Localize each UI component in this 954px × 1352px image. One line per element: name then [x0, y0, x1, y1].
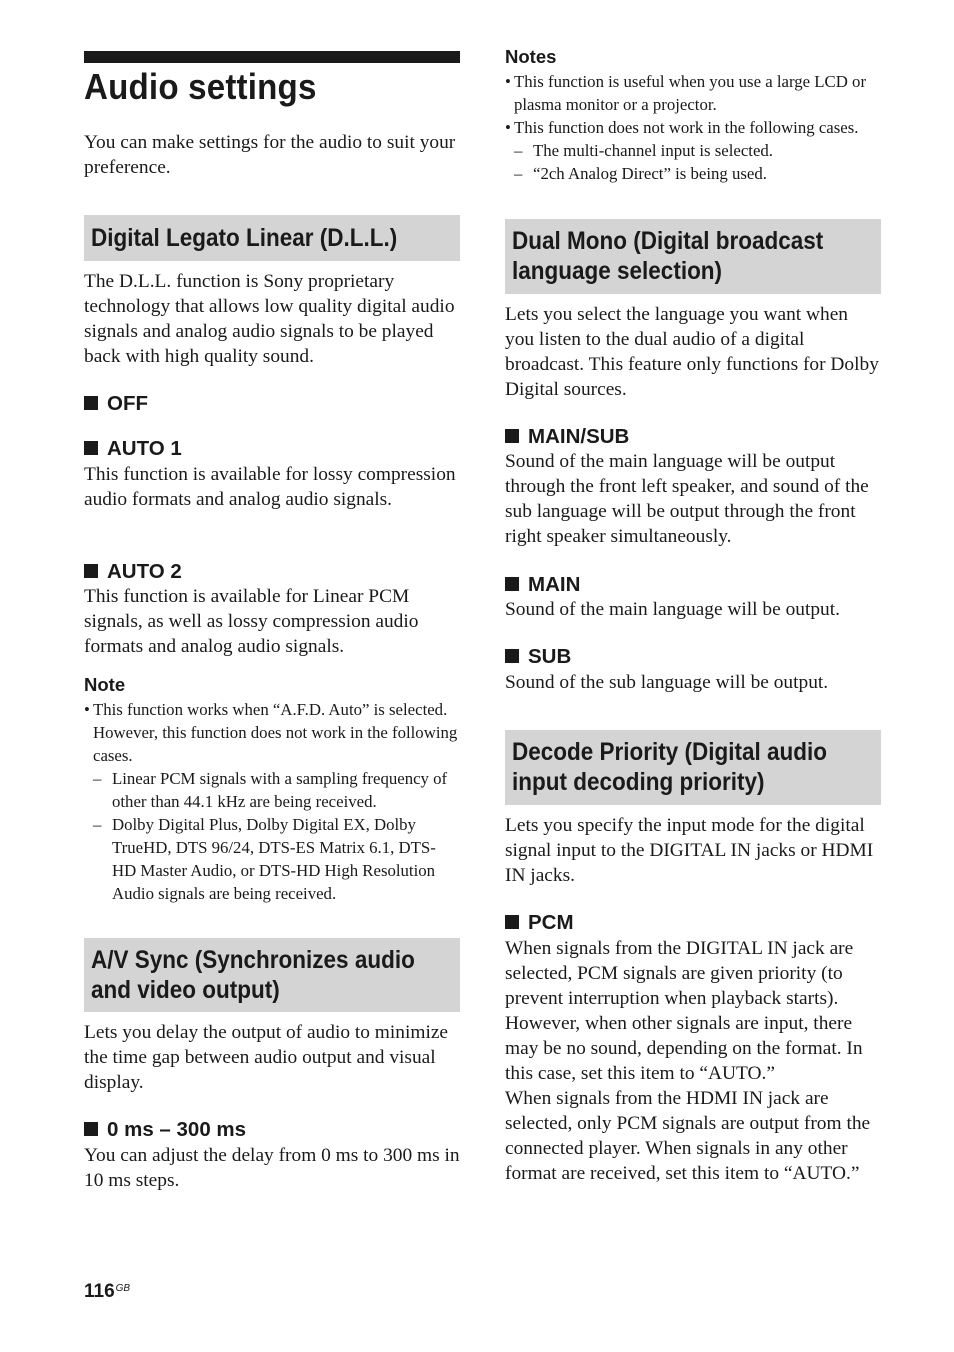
square-bullet-icon	[84, 564, 98, 578]
notes-bullet-1-text: This function is useful when you use a large LCD or plasma monitor or a projector.	[514, 72, 867, 114]
sub-description: Sound of the sub language will be output.	[505, 672, 829, 693]
dll-description: The D.L.L. function is Sony proprietary technology that allows low quality digital audio signals and analog audio signals to be played back with high quality sound.	[84, 271, 455, 367]
option-auto1-label: AUTO 1	[107, 437, 182, 460]
square-bullet-icon	[84, 1122, 98, 1136]
square-bullet-icon	[505, 649, 519, 663]
option-delay-range	[84, 1118, 246, 1142]
option-off	[84, 392, 148, 416]
bullet-icon: •	[84, 700, 90, 719]
auto1-description: This function is available for lossy compression audio formats and analog audio signals.	[84, 464, 456, 510]
main-description: Sound of the main language will be output.	[505, 599, 840, 620]
square-bullet-icon	[84, 441, 98, 455]
square-bullet-icon	[505, 577, 519, 591]
option-main-label: MAIN	[528, 573, 581, 596]
notes-title: Notes	[505, 46, 557, 67]
option-auto2-label: AUTO 2	[107, 560, 182, 583]
option-off-label: OFF	[107, 392, 148, 415]
decode-heading	[505, 730, 881, 805]
notes-bullet-2-text: This function does not work in the following cases.	[514, 118, 859, 137]
delay-range-description: You can adjust the delay from 0 ms to 300 ms in 10 ms steps.	[84, 1145, 460, 1191]
dll-note-dash-2-text: Dolby Digital Plus, Dolby Digital EX, Dolby TrueHD, DTS 96/24, DTS-ES Matrix 6.1, DTS-HD Master Audio, or DTS-HD High Resolution Audio signals are being received.	[112, 815, 436, 903]
title-rule	[84, 51, 460, 63]
auto2-description: This function is available for Linear PCM signals, as well as lossy compression audio formats and analog audio signals.	[84, 586, 419, 657]
dash-icon: –	[93, 815, 102, 834]
page-title: Audio settings	[84, 66, 317, 107]
square-bullet-icon	[505, 915, 519, 929]
option-main	[505, 573, 580, 597]
pcm-description-1: When signals from the DIGITAL IN jack are selected, PCM signals are given priority (to prevent interruption when playback starts). However, when other signals are input, there may be no sound, depending on the format. In this case, set this item to “AUTO.”	[505, 938, 863, 1084]
dll-note-dash-2	[84, 813, 460, 905]
square-bullet-icon	[84, 396, 98, 410]
dll-note-dash-1	[84, 767, 460, 813]
dualmono-heading	[505, 219, 881, 294]
notes-dash-1-text: The multi-channel input is selected.	[533, 141, 773, 160]
dualmono-heading-line1: Dual Mono (Digital broadcast	[512, 227, 824, 255]
dll-note-list	[84, 698, 460, 905]
square-bullet-icon	[505, 429, 519, 443]
notes-dash-1	[505, 139, 890, 162]
page-number-value: 116	[84, 1281, 115, 1302]
option-auto1	[84, 437, 182, 461]
dash-icon: –	[514, 164, 523, 183]
decode-description: Lets you specify the input mode for the digital signal input to the DIGITAL IN jacks or HDMI IN jacks.	[505, 815, 874, 886]
page-number	[84, 1281, 130, 1303]
page-number-suffix: GB	[115, 1283, 131, 1294]
bullet-icon: •	[505, 72, 511, 91]
avsync-heading	[84, 938, 460, 1012]
dll-note-title: Note	[84, 674, 126, 695]
bullet-icon: •	[505, 118, 511, 137]
dash-icon: –	[514, 141, 523, 160]
notes-dash-2-text: “2ch Analog Direct” is being used.	[533, 164, 767, 183]
notes-bullet-1	[505, 70, 890, 116]
decode-heading-line2: input decoding priority)	[512, 767, 765, 796]
option-delay-range-label: 0 ms – 300 ms	[107, 1118, 247, 1141]
option-sub-label: SUB	[528, 645, 572, 668]
pcm-description	[505, 936, 881, 1186]
decode-heading-line1: Decode Priority (Digital audio	[512, 738, 828, 766]
avsync-heading-line1: A/V Sync (Synchronizes audio	[91, 946, 415, 974]
option-sub	[505, 645, 571, 669]
notes-bullet-2	[505, 116, 890, 139]
dll-heading-text: Digital Legato Linear (D.L.L.)	[91, 224, 398, 252]
option-main-sub	[505, 425, 629, 449]
intro-text: You can make settings for the audio to suit your preference.	[84, 132, 456, 178]
dll-note-bullet-text: This function works when “A.F.D. Auto” is selected. However, this function does not work in the following cases.	[93, 700, 458, 765]
avsync-heading-line2: and video output)	[91, 975, 280, 1004]
dll-note-bullet	[84, 698, 460, 767]
avsync-description: Lets you delay the output of audio to minimize the time gap between audio output and visual display.	[84, 1022, 449, 1093]
main-sub-description: Sound of the main language will be output through the front left speaker, and sound of the sub language will be output through the front right speaker simultaneously.	[505, 451, 869, 547]
dualmono-heading-line2: language selection)	[512, 256, 723, 285]
dll-heading	[84, 215, 460, 261]
pcm-description-2: When signals from the HDMI IN jack are selected, only PCM signals are output from the connected player. When signals in any other format are received, set this item to “AUTO.”	[505, 1088, 871, 1184]
dash-icon: –	[93, 769, 102, 788]
option-pcm	[505, 911, 574, 935]
option-main-sub-label: MAIN/SUB	[528, 425, 630, 448]
option-pcm-label: PCM	[528, 911, 574, 934]
dll-note-dash-1-text: Linear PCM signals with a sampling frequency of other than 44.1 kHz are being received.	[112, 769, 448, 811]
dualmono-description: Lets you select the language you want when you listen to the dual audio of a digital broadcast. This feature only functions for Dolby Digital sources.	[505, 304, 879, 400]
notes-list	[505, 70, 890, 185]
option-auto2	[84, 560, 182, 584]
notes-dash-2	[505, 162, 890, 185]
